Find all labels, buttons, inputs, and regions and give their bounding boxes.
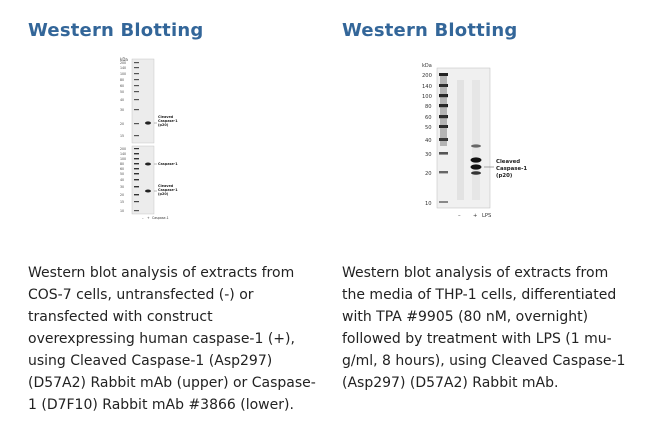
lower-marker: 50 <box>120 172 125 176</box>
upper-band-cleaved-p20 <box>145 121 151 124</box>
lower-band-cleaved-p20 <box>145 190 151 193</box>
upper-marker: 60 <box>120 84 125 88</box>
figure-caption: Western blot analysis of extracts from the media of THP-1 cells, differentiated with TPA #9905 (80 nM, overnight) followed by treatment with LPS (1 mu-g/ml, 8 hours), using Cleaved Caspase-1 (Asp297) (D57A2) Rabbit mAb. <box>342 265 626 391</box>
western-blot-image-thp1 <box>422 60 562 220</box>
lower-marker: 15 <box>120 200 125 204</box>
lane-label: LPS <box>482 213 492 219</box>
lower-marker: 60 <box>120 167 125 171</box>
upper-marker: 100 <box>120 72 127 76</box>
marker: 100 <box>422 94 432 100</box>
lower-band-caspase-1 <box>145 163 151 166</box>
lower-marker: 30 <box>120 185 125 189</box>
lower-marker: 100 <box>120 157 127 161</box>
lane-label: + <box>147 216 150 220</box>
marker: 30 <box>425 152 432 158</box>
band-label: Caspase-1 <box>158 119 178 123</box>
marker: 80 <box>425 104 432 110</box>
band-label: (p20) <box>158 123 169 127</box>
band-label: Cleaved <box>158 115 174 119</box>
upper-marker: 15 <box>120 134 125 138</box>
band-label: Caspase-1 <box>158 188 178 192</box>
marker: 200 <box>422 73 432 79</box>
upper-marker: 80 <box>120 78 125 82</box>
upper-marker: 140 <box>120 66 127 70</box>
section-title: Western Blotting <box>342 20 518 41</box>
lower-marker: 80 <box>120 162 125 166</box>
marker: 40 <box>425 138 432 144</box>
marker: 60 <box>425 115 432 121</box>
upper-marker: 40 <box>120 98 125 102</box>
western-blot-image-cos7 <box>118 57 218 222</box>
band-label: Cleaved <box>158 184 174 188</box>
panel-thp1 <box>342 0 642 436</box>
upper-marker: 30 <box>120 108 125 112</box>
upper-marker: 200 <box>120 61 127 65</box>
lower-marker: 140 <box>120 152 127 156</box>
band-label: (p20) <box>158 192 169 196</box>
band-label: Caspase-1 <box>158 162 178 166</box>
marker: 10 <box>425 201 432 207</box>
lane-label: – <box>142 216 144 220</box>
figure-caption: Western blot analysis of extracts from COS-7 cells, untransfected (-) or transfected with construct overexpressing human caspase-1 (+), using Cleaved Caspase-1 (Asp297) (D57A2) Rabbit mAb (upper) or Caspase-1 (D7F10) Rabbit mAb #3866 (lower). <box>28 265 316 413</box>
kda-label: kDa <box>120 57 128 62</box>
marker: 50 <box>425 125 432 131</box>
lower-marker: 20 <box>120 193 125 197</box>
lane-label: – <box>458 213 461 219</box>
kda-label: kDa <box>422 63 432 69</box>
marker: 140 <box>422 84 432 90</box>
lower-marker: 10 <box>120 209 125 213</box>
section-title: Western Blotting <box>28 20 204 41</box>
upper-marker: 50 <box>120 90 125 94</box>
lane-label: Caspase-1 <box>152 216 169 220</box>
lower-marker: 40 <box>120 178 125 182</box>
band-label: Cleaved <box>496 159 521 165</box>
marker: 20 <box>425 171 432 177</box>
lower-marker: 200 <box>120 147 127 151</box>
band-label: Caspase-1 <box>496 166 528 172</box>
band-label: (p20) <box>496 173 513 179</box>
panel-cos7 <box>28 0 328 436</box>
upper-membrane <box>132 59 154 143</box>
lane-label: + <box>473 213 478 219</box>
upper-marker: 20 <box>120 122 125 126</box>
